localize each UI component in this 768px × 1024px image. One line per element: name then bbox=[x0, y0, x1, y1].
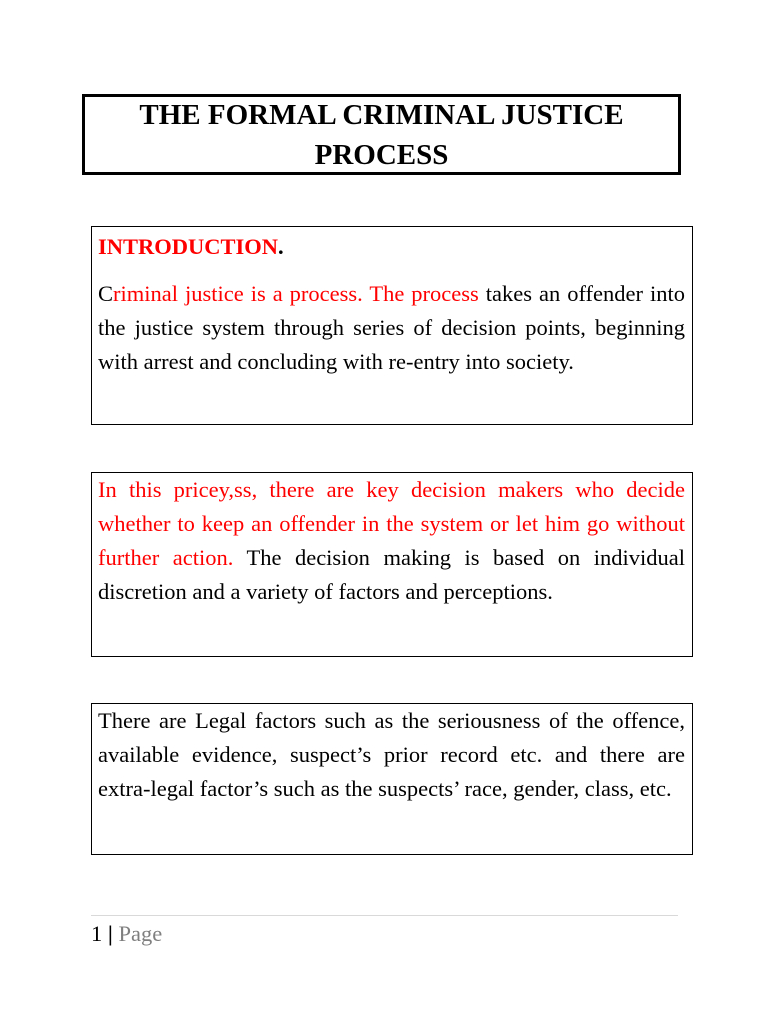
title-line-1: THE FORMAL CRIMINAL JUSTICE bbox=[139, 98, 624, 131]
introduction-box bbox=[91, 226, 693, 425]
introduction-heading-punct: . bbox=[278, 234, 284, 259]
title-line-2: PROCESS bbox=[314, 138, 449, 171]
decision-makers-red-text: In this pricey,ss, there are key decision makers who decide whether to keep an offender in the system or let him go without further action. bbox=[98, 477, 685, 570]
document-title bbox=[82, 94, 681, 175]
introduction-red-text: riminal justice is a process. The process bbox=[113, 281, 479, 306]
introduction-heading bbox=[98, 230, 685, 264]
decision-makers-box bbox=[91, 472, 693, 657]
page-footer bbox=[91, 918, 162, 950]
decision-makers-paragraph bbox=[98, 473, 685, 609]
introduction-black-text: takes an offender into the justice system through series of decision points, beginning with arrest and concluding with re-entry into society. bbox=[98, 281, 685, 374]
footer-divider bbox=[91, 915, 678, 916]
page-label: Page bbox=[118, 921, 163, 946]
factors-box bbox=[91, 703, 693, 855]
page-separator: | bbox=[107, 921, 113, 946]
page-number: 1 bbox=[91, 921, 103, 946]
introduction-heading-text: INTRODUCTION bbox=[98, 234, 279, 259]
factors-paragraph: There are Legal factors such as the seriousness of the offence, available evidence, suspect’s prior record etc. and there are extra-legal factor’s such as the suspects’ race, gender, class, etc. bbox=[98, 708, 685, 801]
introduction-first-letter: C bbox=[98, 281, 114, 306]
introduction-paragraph bbox=[98, 277, 685, 379]
decision-makers-black-text: The decision making is based on individual discretion and a variety of factors and perceptions. bbox=[98, 545, 685, 604]
